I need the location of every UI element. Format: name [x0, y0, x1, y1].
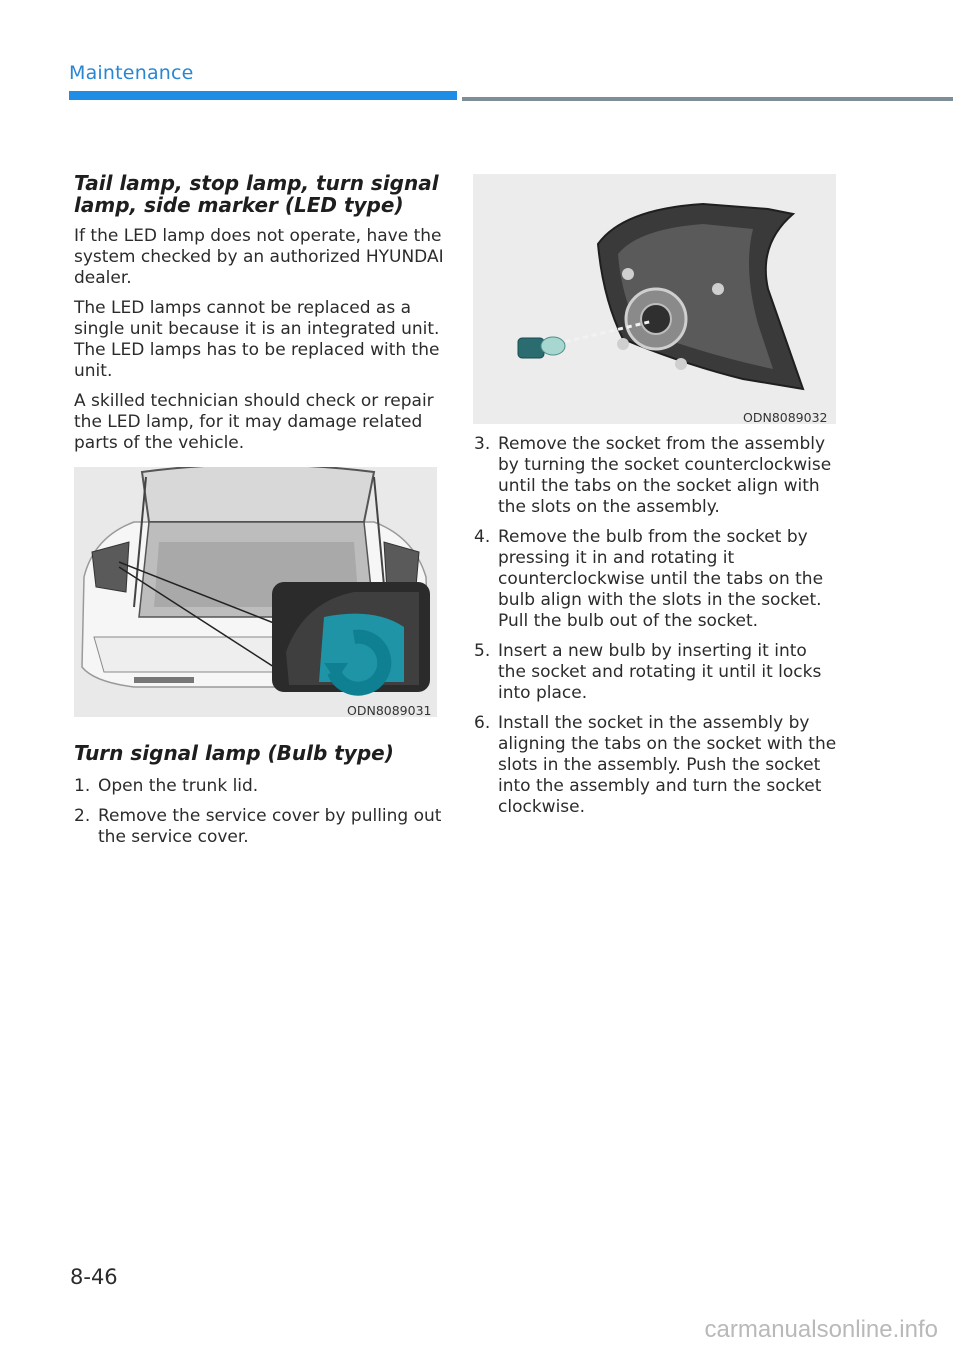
- list-item: [474, 713, 838, 818]
- step-text: Remove the socket from the assembly by turning the socket counterclockwise until the tabs on the socket align with the slots on the assembly.: [498, 434, 832, 517]
- step-number: 3.: [474, 434, 491, 454]
- header-rule-accent: [69, 91, 457, 100]
- step-text: Remove the service cover by pulling out the service cover.: [98, 806, 442, 847]
- list-item: [474, 641, 838, 704]
- step-number: 1.: [74, 776, 91, 796]
- step-text: Open the trunk lid.: [98, 776, 259, 796]
- list-item: [74, 806, 444, 848]
- socket-removal-image: [473, 174, 836, 424]
- step-number: 4.: [474, 527, 491, 547]
- bulb-section: [74, 742, 444, 848]
- section-title: Maintenance: [69, 62, 194, 84]
- step-text: Install the socket in the assembly by aligning the tabs on the socket with the slots in the assembly. Push the socket into the assembly and turn the socket clockwise.: [498, 713, 837, 817]
- header-rule-gray: [462, 97, 953, 101]
- paragraph: If the LED lamp does not operate, have the system checked by an authorized HYUNDAI dealer.: [74, 226, 444, 288]
- watermark: carmanualsonline.info: [704, 1316, 938, 1343]
- page-number: 8-46: [70, 1265, 118, 1289]
- list-item: [474, 434, 838, 518]
- trunk-illustration: [74, 467, 437, 717]
- heading-led-lamps: Tail lamp, stop lamp, turn signal lamp, side marker (LED type): [74, 171, 439, 217]
- figure-caption: ODN8089031: [347, 703, 432, 718]
- step-text: Insert a new bulb by inserting it into the socket and rotating it until it locks into place.: [498, 641, 822, 703]
- step-text: Remove the bulb from the socket by pressing it in and rotating it counterclockwise until the tabs on the bulb align with the slots in the socket. Pull the bulb out of the socket.: [498, 527, 824, 631]
- steps-list: [74, 776, 444, 848]
- figure-caption: ODN8089032: [743, 410, 828, 425]
- list-item: [474, 527, 838, 632]
- lamp-assembly-illustration: [473, 174, 836, 424]
- heading-turn-signal-bulb: Turn signal lamp (Bulb type): [74, 741, 394, 765]
- step-number: 6.: [474, 713, 491, 733]
- trunk-open-image: [74, 467, 437, 717]
- paragraph: The LED lamps cannot be replaced as a single unit because it is an integrated unit. The LED lamps has to be replaced with the unit.: [74, 298, 440, 381]
- left-column: [74, 172, 444, 454]
- right-column: [474, 434, 838, 818]
- list-item: [74, 776, 444, 797]
- step-number: 2.: [74, 806, 91, 826]
- steps-list: [474, 434, 838, 818]
- paragraph: A skilled technician should check or repair the LED lamp, for it may damage related parts of the vehicle.: [74, 391, 434, 453]
- step-number: 5.: [474, 641, 491, 661]
